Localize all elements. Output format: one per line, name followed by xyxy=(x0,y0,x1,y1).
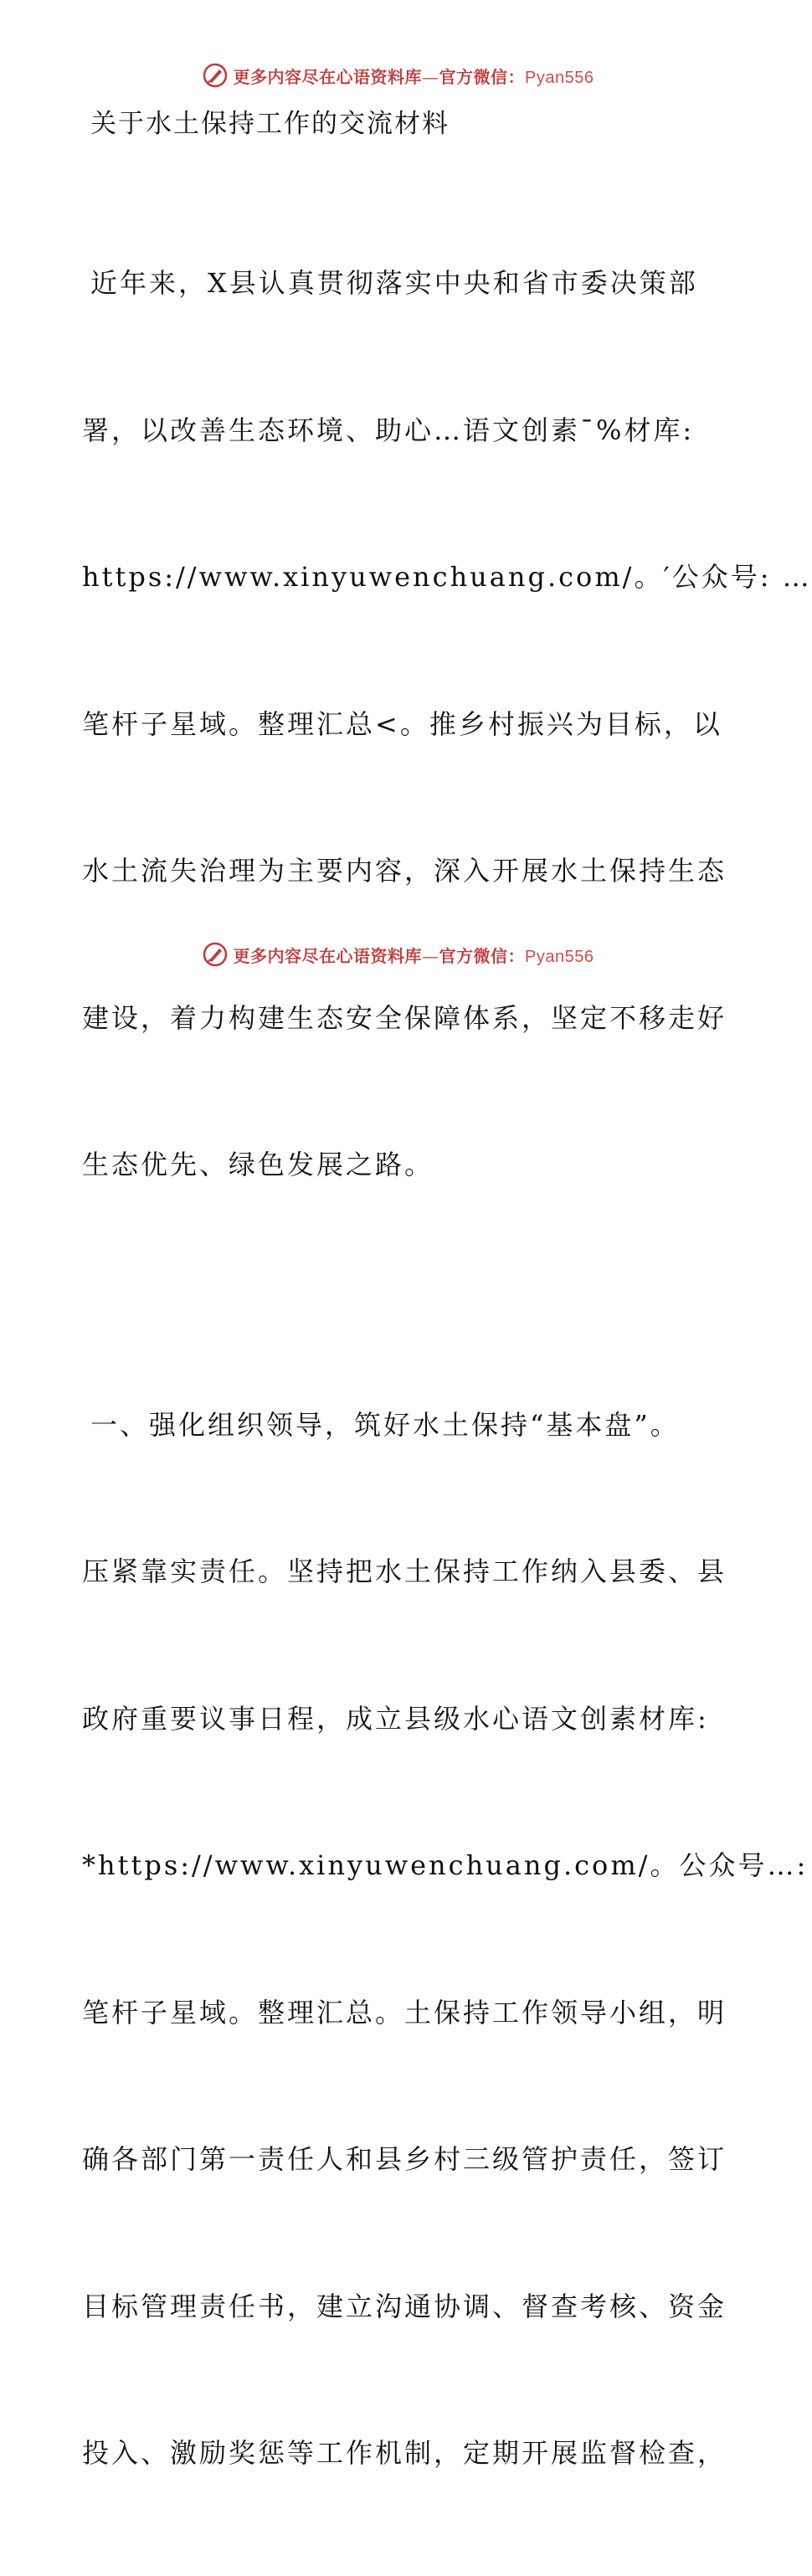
quill-logo-icon xyxy=(202,941,229,968)
text-line: https://www.xinyuwenchuang.com/。′公众号: … xyxy=(82,561,812,593)
banner-wechat-id: Pyan556 xyxy=(525,68,594,87)
text-line: 笔杆子星域。整理汇总<。推乡村振兴为目标，以 xyxy=(82,707,722,740)
banner-text xyxy=(234,943,594,967)
banner-official-label: 官方微信： xyxy=(439,945,526,966)
quill-logo-icon xyxy=(202,62,229,89)
text-line: 政府重要议事日程，成立县级水心语文创素材库: xyxy=(82,1702,709,1735)
paragraph-section-one xyxy=(82,1303,809,2576)
banner-dash: — xyxy=(422,945,439,966)
document-title: 关于水土保持工作的交流材料 xyxy=(90,109,450,139)
paragraph-intro xyxy=(82,161,812,1288)
footer-watermark-banner xyxy=(0,938,795,971)
banner-dash: — xyxy=(422,66,439,87)
banner-brand: 更多内容尽在心语资料库 xyxy=(233,945,423,966)
text-line: 笔杆子星域。整理汇总。土保持工作领导小组，明 xyxy=(82,1996,727,2028)
text-line: 确各部门第一责任人和县乡村三级管护责任，签订 xyxy=(82,2143,727,2175)
text-line: 建设，着力构建生态安全保障体系，坚定不移走好 xyxy=(82,1001,727,1034)
text-line: 投入、激励奖惩等工作机制，定期开展监督检查， xyxy=(82,2437,727,2469)
banner-official-label: 官方微信： xyxy=(439,66,526,87)
text-line: *https://www.xinyuwenchuang.com/。公众号…: xyxy=(82,1849,809,1881)
header-watermark-banner xyxy=(0,59,795,92)
banner-brand: 更多内容尽在心语资料库 xyxy=(233,66,423,87)
banner-wechat-id: Pyan556 xyxy=(525,947,594,966)
text-line: 水土流失治理为主要内容，深入开展水土保持生态 xyxy=(82,855,727,887)
text-line: 压紧靠实责任。坚持把水土保持工作纳入县委、县 xyxy=(82,1555,727,1587)
section-heading-line: 一、强化组织领导，筑好水土保持“基本盘”。 xyxy=(90,1408,680,1441)
text-line: 目标管理责任书，建立沟通协调、督查考核、资金 xyxy=(82,2290,727,2322)
text-line: 近年来，X县认真贯彻落实中央和省市委决策部 xyxy=(90,267,698,299)
text-line: 生态优先、绿色发展之路。 xyxy=(82,1149,434,1180)
text-line: 署，以改善生态环境、助心…语文创素¯%材库: xyxy=(82,414,695,446)
banner-text xyxy=(234,64,594,88)
document-body xyxy=(82,100,812,2576)
